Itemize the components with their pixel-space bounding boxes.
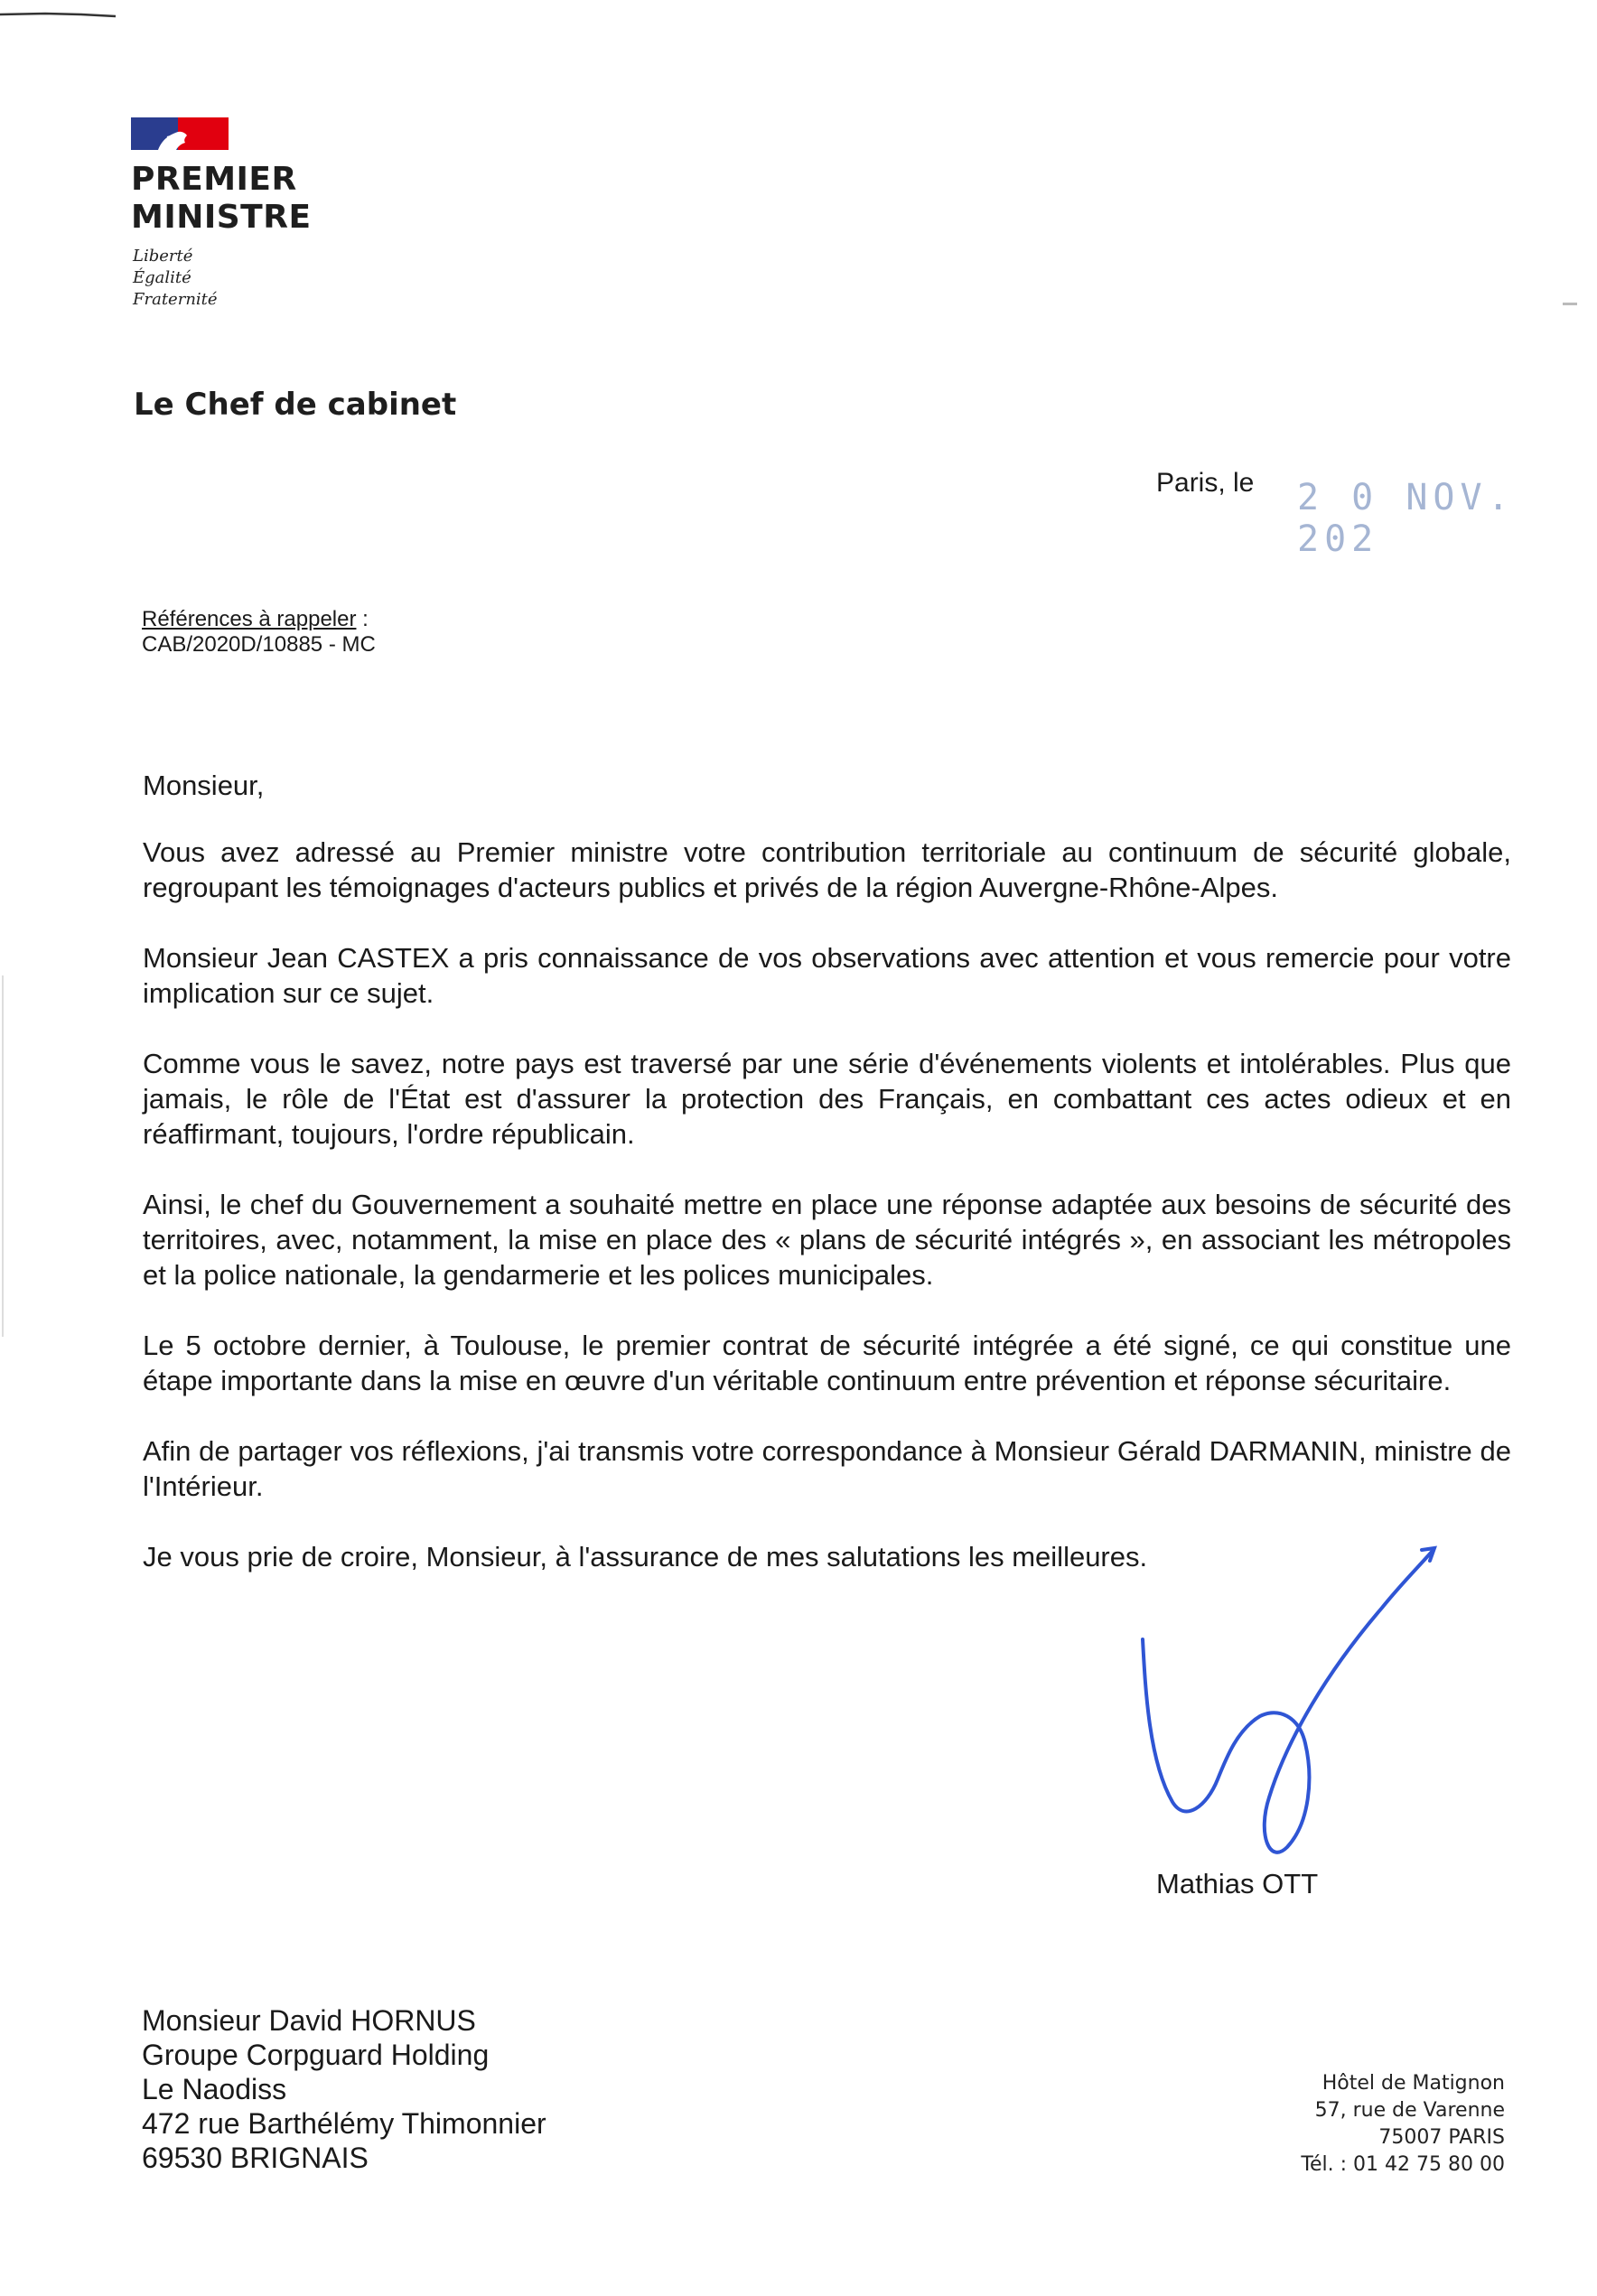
ministry-name [131,161,312,237]
office-title: Le Chef de cabinet [134,387,457,423]
paragraph: Le 5 octobre dernier, à Toulouse, le premier contrat de sécurité intégrée a été signé, ce qui constitue une étape importante dans la mise en œuvre d'un véritable continuum entre prévention et réponse sécuritaire. [143,1330,1511,1396]
date-stamp: 2 0 NOV. 202 [1297,477,1515,560]
address-line: Hôtel de Matignon [1321,2072,1505,2095]
recipient-line: Monsieur David HORNUS [142,2004,476,2037]
reference-code: CAB/2020D/10885 - MC [142,632,376,657]
marianne-flag-logo [131,116,229,152]
references-block [142,607,376,658]
address-line: 75007 PARIS [1378,2126,1505,2149]
closing: Je vous prie de croire, Monsieur, à l'assurance de mes salutations les meilleures. [143,1541,1148,1573]
edge-mark [1563,303,1577,305]
salutation: Monsieur, [143,770,265,801]
motto-fraternite: Fraternité [133,290,218,309]
recipient-address [142,2003,546,2175]
letter-body [143,768,1511,1610]
scan-mark [0,9,117,18]
fold-line [2,975,4,1337]
paragraph: Comme vous le savez, notre pays est traversé par une série d'événements violents et intolérables. Plus que jamais, le rôle de l'État est d'assurer la protection des Français, en combattant ces actes odieux et en réaffirmant, toujours, l'ordre républicain. [143,1048,1511,1150]
recipient-line: 69530 BRIGNAIS [142,2142,369,2174]
paragraph: Vous avez adressé au Premier ministre votre contribution territoriale au continuum de sécurité globale, regroupant les témoignages d'acteurs publics et privés de la région Auvergne-Rhône-Alpes. [143,836,1511,903]
recipient-line: Groupe Corpguard Holding [142,2039,490,2071]
references-label-suffix: : [356,607,369,631]
recipient-line: 472 rue Barthélémy Thimonnier [142,2107,546,2140]
references-label: Références à rappeler [142,607,357,631]
handwritten-signature [1120,1535,1499,1861]
signer-name: Mathias OTT [1156,1868,1319,1899]
motto [133,246,218,311]
ministry-line-2: MINISTRE [131,199,312,236]
sender-address [1237,2070,1505,2179]
ministry-line-1: PREMIER [131,161,297,198]
date-label: Paris, le [1156,468,1255,498]
paragraph: Afin de partager vos réflexions, j'ai transmis votre correspondance à Monsieur Gérald DARMANIN, ministre de l'Intérieur. [143,1435,1511,1502]
address-line: 57, rue de Varenne [1314,2099,1505,2122]
paragraph: Ainsi, le chef du Gouvernement a souhaité mettre en place une réponse adaptée aux besoins de sécurité des territoires, avec, notamment, la mise en place des « plans de sécurité intégrés », en associant les métropoles et la police nationale, la gendarmerie et les polices municipales. [143,1189,1511,1291]
paragraph: Monsieur Jean CASTEX a pris connaissance de vos observations avec attention et vous remercie pour votre implication sur ce sujet. [143,942,1511,1009]
address-line: Tél. : 01 42 75 80 00 [1301,2153,1505,2176]
motto-liberte: Liberté [133,247,193,266]
recipient-line: Le Naodiss [142,2073,287,2105]
motto-egalite: Égalité [133,268,191,287]
